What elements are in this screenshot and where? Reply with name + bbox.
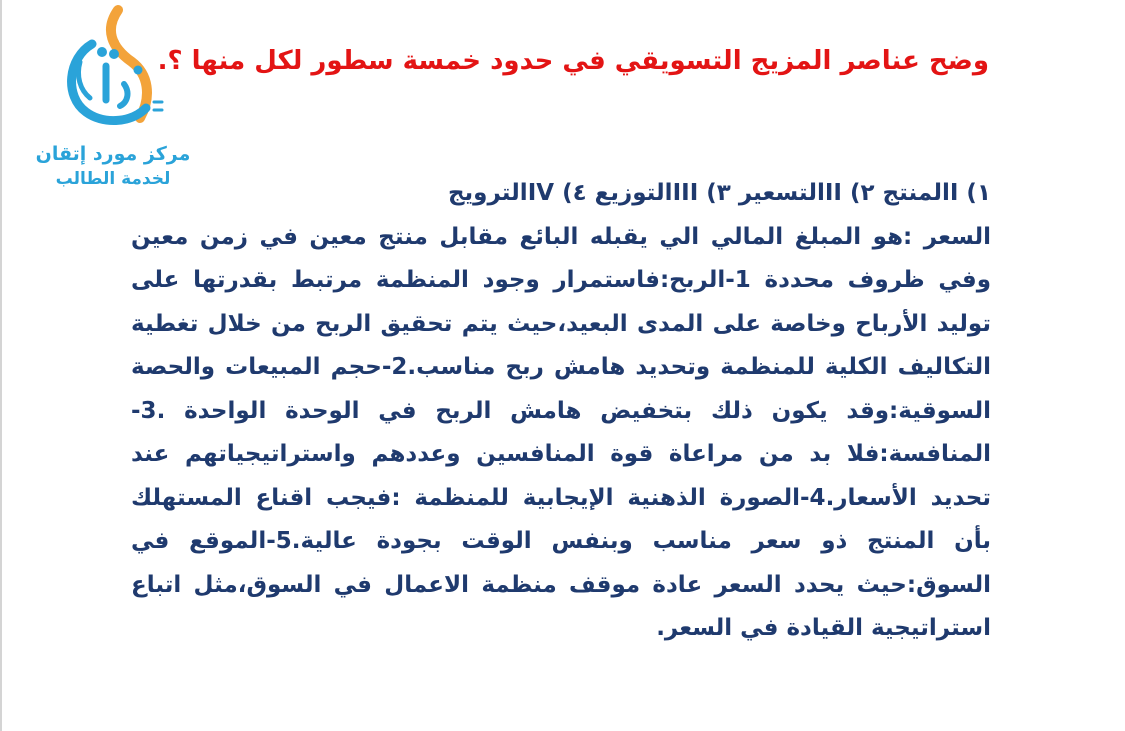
logo [28, 4, 198, 194]
answer-paragraph: السعر :هو المبلغ المالي الي يقبله البائع مقابل منتج معين في زمن معين وفي ظروف محددة 1-الربح:فاستمرار وجود المنظمة مرتبط بقدرتها على توليد الأرباح وخاصة على المدى البعيد،حيث يتم تحقيق الربح من خلال تغطية التكاليف الكلية للمنظمة وتحديد هامش ربح مناسب.2-حجم المبيعات والحصة السوقية:وقد يكون ذلك بتخفيض هامش الربح في الوحدة الواحدة .3-المنافسة:فلا بد من مراعاة قوة المنافسين وعددهم واستراتيجياتهم عند تحديد الأسعار.4-الصورة الذهنية الإيجابية للمنظمة :فيجب اقناع المستهلك بأن المنتج ذو سعر مناسب وبنفس الوقت بجودة عالية.5-الموقع في السوق:حيث يحدد السعر عادة موقف منظمة الاعمال في السوق،مثل اتباع استراتيجية القيادة في السعر. [131, 223, 991, 641]
question-title: وضح عناصر المزيج التسويقي في حدود خمسة سطور لكل منها ؟. [157, 46, 989, 76]
logo-tagline: لخدمة الطالب [55, 169, 171, 189]
logo-name: مركز مورد إتقان [35, 143, 191, 165]
page-edge-rule [0, 0, 2, 731]
answer-block [131, 172, 991, 651]
marketing-mix-elements: ١) Iالمنتج ٢) IIالتسعير ٣) IIIالتوزيع ٤) IVالترويج [447, 180, 991, 206]
